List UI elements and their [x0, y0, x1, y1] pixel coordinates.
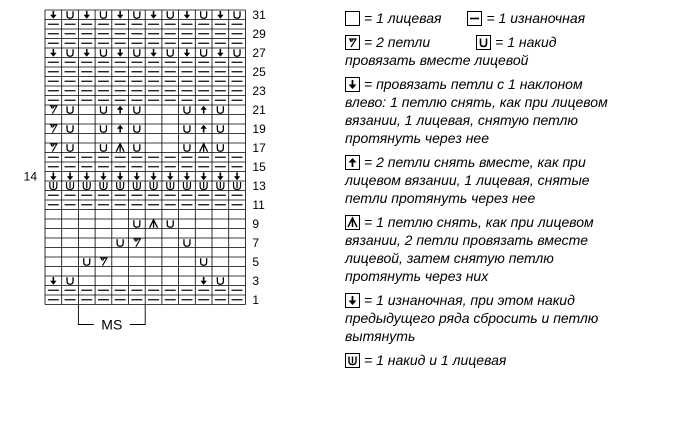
chart-cell-ssk2 [117, 106, 123, 114]
chart-cell-k2tog [84, 49, 90, 57]
chart-cell-k2tog2 [50, 125, 57, 133]
chart-cell-yo [217, 125, 223, 132]
chart-cell-yo [100, 125, 106, 132]
chart-cell-k2tog [117, 49, 123, 57]
chart-cell-yok [117, 182, 124, 190]
row-number-23: 23 [252, 83, 266, 98]
row-number-21: 21 [252, 102, 266, 117]
chart-cell-yo [184, 106, 190, 113]
chart-cell-k2tog [217, 49, 223, 57]
k2tog-left-symbol-icon [345, 77, 360, 92]
row-number-9: 9 [252, 216, 260, 231]
chart-cell-sk2p [150, 220, 158, 228]
chart-cell-yo [167, 49, 173, 56]
legend-yok-text: = 1 накид и 1 лицевая [364, 352, 507, 368]
chart-cell-yo [134, 125, 140, 132]
chart-cell-k2tog [184, 49, 190, 57]
chart-cell-k2tog [84, 11, 90, 19]
legend-k2tog-text-1: = провязать петли с 1 наклоном [364, 76, 583, 92]
legend-k2tog-text-3: вязании, 1 лицевая, снятую петлю [345, 112, 578, 128]
chart-cell-yo [134, 49, 140, 56]
legend-ssk-text-3: петли протянуть через нее [345, 190, 536, 206]
legend-pdrop-text-2: предыдущего ряда сбросить и петлю [345, 310, 599, 326]
chart-cell-sk2p [116, 144, 124, 152]
chart-cell-yo [134, 106, 140, 113]
chart-cell-pdrop [67, 172, 73, 180]
chart-cell-yo [67, 277, 73, 284]
row-number-17: 17 [252, 140, 266, 155]
legend-sk2p-text-3: лицевой, затем снятую петлю [345, 250, 554, 266]
chart-cell-yo [134, 144, 140, 151]
chart-cell-pdrop [50, 172, 56, 180]
chart-cell-yok [67, 182, 74, 190]
chart-cell-pdrop [184, 172, 190, 180]
chart-cell-yok [50, 182, 57, 190]
chart-cell-yo [184, 239, 190, 246]
sk2p-symbol-icon [345, 215, 360, 230]
row-number-25: 25 [252, 64, 266, 79]
chart-cell-k2tog2 [50, 144, 57, 152]
row-number-27: 27 [252, 45, 266, 60]
legend-pdrop-text-1: = 1 изнаночная, при этом накид [364, 292, 575, 308]
legend-ssk-text-2: лицевом вязании, 1 лицевая, снятые [345, 172, 590, 188]
chart-cell-pdrop [167, 172, 173, 180]
chart-cell-yo [201, 258, 207, 265]
legend-pdrop-text-3: вытянуть [345, 328, 416, 344]
chart-cell-yok [83, 182, 90, 190]
legend-ssk-text-1: = 2 петли снять вместе, как при [364, 154, 586, 170]
chart-grid [0, 0, 330, 429]
chart-cell-yo [167, 220, 173, 227]
chart-cell-pdrop [100, 172, 106, 180]
purl-drop-symbol-icon [345, 293, 360, 308]
chart-cell-yok [133, 182, 140, 190]
chart-cell-pdrop [84, 172, 90, 180]
chart-cell-pdrop [150, 172, 156, 180]
chart-cell-yo [67, 106, 73, 113]
chart-cell-yok [183, 182, 190, 190]
chart-cell-ssk2 [200, 125, 206, 133]
row-number-15: 15 [252, 159, 266, 174]
row-number-13: 13 [252, 178, 266, 193]
row-number-14: 14 [23, 169, 37, 184]
yarn-over-symbol-icon [476, 35, 491, 50]
legend-row-k2tog [345, 75, 685, 93]
chart-cell-yo [234, 11, 240, 18]
row-number-19: 19 [252, 121, 266, 136]
legend-knit-text: = 1 лицевая [364, 10, 442, 26]
row-number-11: 11 [252, 197, 265, 212]
chart-cell-yok [100, 182, 107, 190]
chart-cell-yok [217, 182, 224, 190]
chart-cell-k2tog [150, 11, 156, 19]
chart-cell-yo [167, 11, 173, 18]
legend-row-pdrop [345, 291, 685, 309]
ssk-symbol-icon [345, 155, 360, 170]
legend-sk2p-text-2: вязании, 2 петли провязать вместе [345, 232, 589, 248]
chart-cell-yo [134, 220, 140, 227]
chart-cell-yo [201, 11, 207, 18]
chart-cell-yo [184, 125, 190, 132]
legend [345, 9, 685, 369]
yo-knit-symbol-icon [345, 353, 360, 368]
ms-label: MS [101, 316, 123, 333]
chart-cell-yok [167, 182, 174, 190]
chart-cell-yo [217, 144, 223, 151]
chart-cell-yo [67, 125, 73, 132]
chart-cell-pdrop [217, 172, 223, 180]
chart-cell-yo [100, 144, 106, 151]
legend-two-loops-cont: провязать вместе лицевой [345, 52, 529, 68]
chart-cell-k2tog [184, 11, 190, 19]
legend-row-knit-purl [345, 9, 685, 27]
legend-row-sk2p [345, 213, 685, 231]
chart-cell-yo [184, 144, 190, 151]
chart-cell-k2tog [117, 11, 123, 19]
chart-cell-k2tog2 [100, 258, 107, 266]
chart-cell-yo [67, 11, 73, 18]
chart-cell-yo [100, 49, 106, 56]
legend-sk2p-text-4: протянуть через них [345, 268, 489, 284]
chart-cell-sk2p [200, 144, 208, 152]
chart-cell-pdrop [134, 172, 140, 180]
chart-cell-k2tog2 [133, 239, 140, 247]
chart-cell-yo [84, 258, 90, 265]
chart-cell-yo [201, 49, 207, 56]
row-number-1: 1 [252, 292, 260, 307]
chart-cell-yok [234, 182, 241, 190]
chart-cell-k2tog [50, 49, 56, 57]
row-number-31: 31 [252, 7, 266, 22]
legend-yo-text: = 1 накид [495, 34, 557, 50]
chart-cell-yo [234, 49, 240, 56]
legend-purl-text: = 1 изнаночная [486, 10, 586, 26]
chart-cell-yo [117, 239, 123, 246]
purl-symbol-icon [467, 11, 482, 26]
chart-cell-yo [100, 11, 106, 18]
legend-row-two-loops-yo [345, 33, 685, 51]
row-number-7: 7 [252, 235, 260, 250]
chart-cell-yo [100, 106, 106, 113]
chart-cell-k2tog [217, 11, 223, 19]
chart-cell-pdrop [117, 172, 123, 180]
legend-row-ssk [345, 153, 685, 171]
row-number-3: 3 [252, 273, 260, 288]
chart-cell-yo [217, 106, 223, 113]
chart-cell-yok [200, 182, 207, 190]
chart-cell-k2tog2 [50, 106, 57, 114]
chart-cell-yo [134, 11, 140, 18]
chart-cell-k2tog [150, 49, 156, 57]
row-number-29: 29 [252, 26, 266, 41]
chart-cell-k2tog [50, 11, 56, 19]
two-loops-symbol-icon [345, 35, 360, 50]
chart-cell-ssk2 [200, 106, 206, 114]
chart-cell-ssk2 [117, 125, 123, 133]
knit-symbol-icon [345, 11, 360, 26]
chart-cell-pdrop [234, 172, 240, 180]
row-number-5: 5 [252, 254, 260, 269]
knitting-chart [0, 0, 330, 429]
chart-cell-yo [67, 49, 73, 56]
chart-cell-yo [217, 277, 223, 284]
chart-cell-k2tog [200, 277, 206, 285]
chart-cell-yok [150, 182, 157, 190]
legend-sk2p-text-1: = 1 петлю снять, как при лицевом [364, 214, 594, 230]
legend-k2tog-text-2: влево: 1 петлю снять, как при лицевом [345, 94, 608, 110]
legend-k2tog-text-4: протянуть через нее [345, 130, 489, 146]
legend-row-yok [345, 351, 685, 369]
chart-cell-yo [67, 144, 73, 151]
legend-two-loops-text: = 2 петли [364, 34, 431, 50]
chart-cell-k2tog [50, 277, 56, 285]
chart-cell-pdrop [200, 172, 206, 180]
